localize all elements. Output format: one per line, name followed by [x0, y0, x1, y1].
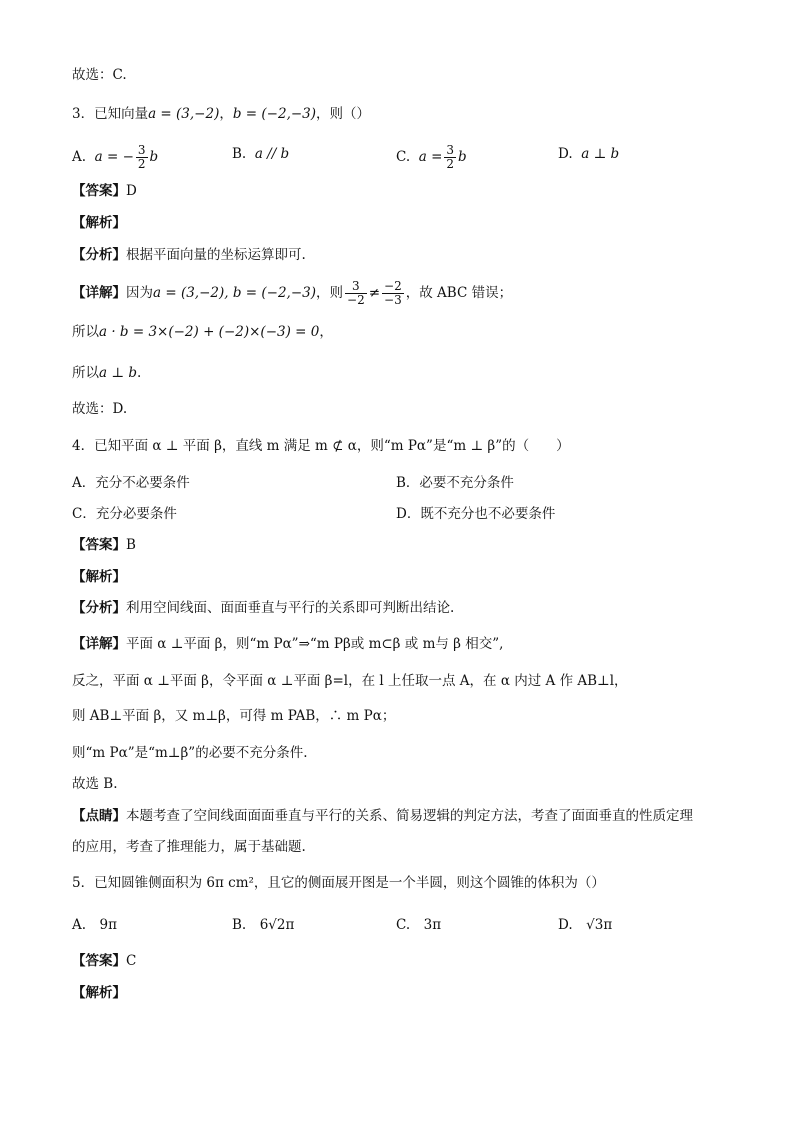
q5-stem: 5．已知圆锥侧面积为 6π cm²，且它的侧面展开图是一个半圆，则这个圆锥的体积为（） [72, 875, 605, 891]
q3-fenxi: 【分析】根据平面向量的坐标运算即可. [72, 247, 306, 263]
q3-detail-2: 所以a · b = 3×(−2) + (−2)×(−3) = 0， [72, 324, 333, 340]
q4-option-a: A．充分不必要条件 [72, 475, 190, 491]
q4-stem: 4．已知平面 α ⊥ 平面 β，直线 m 满足 m ⊄ α，则“m Pα”是“m ⊥ β”的（ ） [72, 438, 570, 454]
q5-option-a: A. 9π [72, 917, 118, 933]
q4-fenxi: 【分析】利用空间线面、面面垂直与平行的关系即可判断出结论. [72, 600, 455, 616]
q4-detail-2: 反之，平面 α ⊥平面 β，令平面 α ⊥平面 β=l，在 l 上任取一点 A，在 α 内过 A 作 AB⊥l， [72, 673, 628, 689]
q3-option-d: D. a ⊥ b [558, 146, 620, 162]
q4-option-d: D．既不充分也不必要条件 [396, 506, 556, 522]
q2-choice: 故选：C. [72, 67, 127, 83]
q3-option-c: C. a = $\frac{3}{2}$ b [396, 143, 467, 171]
q4-detail-3: 则 AB⊥平面 β，又 m⊥β，可得 m PAB，∴ m Pα； [72, 708, 396, 724]
q4-option-c: C．充分必要条件 [72, 506, 177, 522]
q4-answer: 【答案】B [72, 537, 136, 553]
q5-option-b: B. 6√2π [232, 917, 295, 933]
q4-detail-4: 则“m Pα”是“m⊥β”的必要不充分条件. [72, 745, 308, 761]
q4-dianjing-1: 【点睛】本题考查了空间线面面面垂直与平行的关系、简易逻辑的判定方法，考查了面面垂直的性质定理 [72, 808, 693, 824]
q3-answer: 【答案】D [72, 183, 137, 199]
q5-option-d: D. √3π [558, 917, 613, 933]
q3-detail-3: 所以a ⊥ b. [72, 365, 142, 381]
q4-choice: 故选 B. [72, 776, 118, 792]
q3-stem: 3．已知向量a = (3,−2)，b = (−2,−3)，则（） [72, 106, 371, 122]
q4-analysis-heading: 【解析】 [72, 569, 126, 585]
q3-detail-1: 【详解】因为a = (3,−2), b = (−2,−3)，则 $\frac{3}{-2}$ ≠ $\frac{-2}{-3}$ ，故 ABC 错误； [72, 279, 513, 307]
q4-dianjing-2: 的应用，考查了推理能力，属于基础题. [72, 839, 306, 855]
q4-detail-1: 【详解】平面 α ⊥平面 β，则“m Pα”⇒“m Pβ或 m⊂β 或 m与 β 相交”, [72, 636, 504, 652]
q3-choice: 故选：D. [72, 401, 128, 417]
q5-analysis-heading: 【解析】 [72, 985, 126, 1001]
q5-option-c: C. 3π [396, 917, 442, 933]
q5-answer: 【答案】C [72, 953, 137, 969]
q3-analysis-heading: 【解析】 [72, 215, 126, 231]
q3-option-a: A. a = − $\frac{3}{2}$ b [72, 143, 159, 171]
q4-option-b: B．必要不充分条件 [396, 475, 514, 491]
q3-option-b: B. a // b [232, 146, 290, 162]
